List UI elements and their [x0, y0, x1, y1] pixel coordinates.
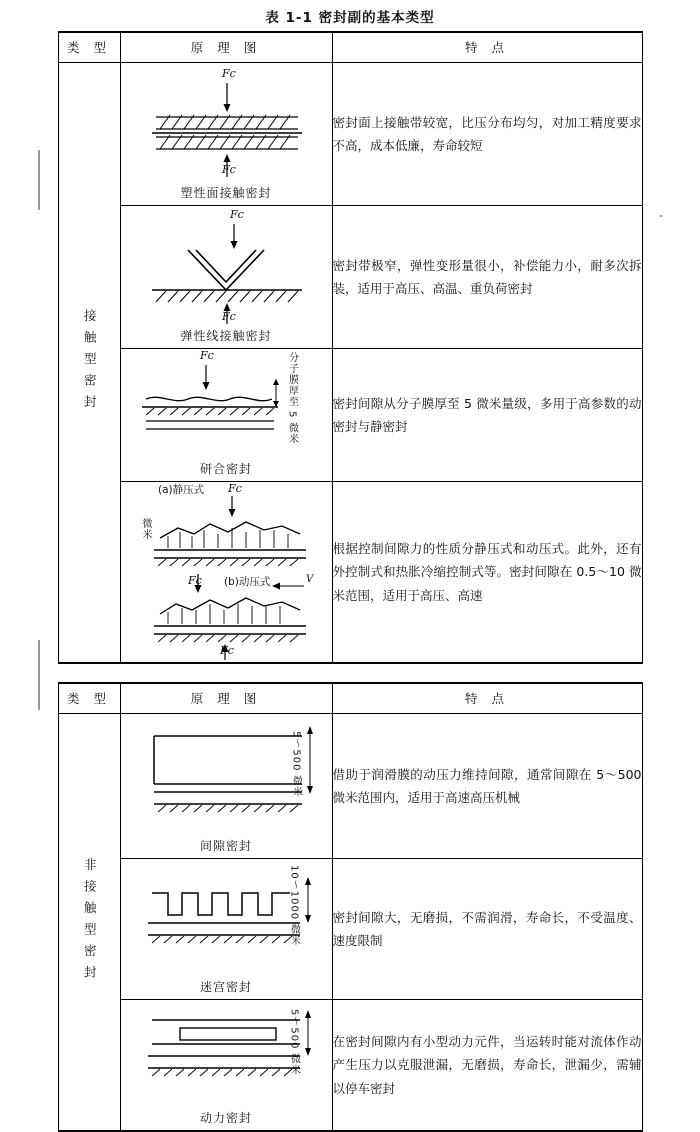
figure-caption: 塑性面接触密封 [180, 186, 272, 200]
feature-text: 根据控制间隙力的性质分静压式和动压式。此外，还有外控制式和热胀冷缩控制式等。密封间隙在 0.5～10 微米范围，适用于高压、高速 [332, 482, 642, 664]
header-type: 类 型 [58, 683, 120, 714]
feature-text: 密封面上接触带较宽，比压分布均匀，对加工精度要求不高，成本低廉，寿命较短 [332, 63, 642, 206]
figure-label-clearance-range: 10～1000 微米 [288, 865, 300, 947]
feature-text: 密封间隙从分子膜厚至 5 微米量级，多用于高参数的动密封与静密封 [332, 349, 642, 482]
figure-label-film-thickness: 分子膜厚至 5 微米 [286, 351, 298, 445]
figure-clearance-seal [124, 714, 328, 836]
table-header-row [58, 683, 642, 714]
table-row [58, 1000, 642, 1132]
figure-caption: 研合密封 [199, 462, 252, 476]
page-title: 表 1-1 密封副的基本类型 [265, 10, 435, 26]
figure-label-clearance-range: 5～500 微米 [288, 1008, 300, 1076]
table-row [58, 714, 642, 859]
figure-sublabel-b: (b)动压式 [224, 576, 271, 588]
figure-caption: 动力密封 [199, 1111, 252, 1125]
figure-caption: 间隙密封 [199, 839, 252, 853]
header-feature: 特 点 [332, 683, 642, 714]
feature-text: 借助于润滑膜的动压力维持间隙，通常间隙在 5～500 微米范围内，适用于高速高压机械 [332, 714, 642, 859]
figure-label-clearance-range: 5～500 微米 [290, 730, 302, 798]
diagram-controlled-clearance [124, 482, 328, 662]
figure-cell-clearance-seal [120, 714, 332, 859]
figure-label-fc-top: Fc [222, 67, 236, 80]
scan-edge-tick [38, 150, 40, 210]
figure-cell-plastic-surface-seal [120, 63, 332, 206]
figure-label-fc-bottom: Fc [222, 163, 236, 176]
feature-text: 在密封间隙内有小型动力元件，当运转时能对流体作动产生压力以克服泄漏，无磨损，寿命长，泄漏少，需辅以停车密封 [332, 1000, 642, 1132]
table-noncontact-seal-types [58, 682, 643, 1132]
figure-label-fc-mid: Fc [188, 574, 202, 587]
figure-labyrinth-seal [124, 859, 328, 977]
table-header-row [58, 32, 642, 63]
figure-label-fc-bottom: Fc [222, 310, 236, 323]
figure-label-micron: 微米 [140, 518, 151, 540]
row-group-label-contact: 接触型密封 [58, 63, 120, 664]
header-figure: 原 理 图 [120, 32, 332, 63]
figure-label-fc-top: Fc [228, 482, 242, 495]
scan-edge-tick [38, 640, 40, 710]
figure-label-fc-top: Fc [230, 208, 244, 221]
figure-cell-lapped-seal [120, 349, 332, 482]
diagram-elastic-line-seal [126, 206, 326, 326]
figure-sublabel-a: (a)静压式 [158, 484, 205, 496]
feature-text: 密封间隙大，无磨损，不需润滑，寿命长，不受温度、速度限制 [332, 859, 642, 1000]
header-type: 类 型 [58, 32, 120, 63]
header-figure: 原 理 图 [120, 683, 332, 714]
table-contact-seal-types [58, 31, 643, 664]
figure-cell-elastic-line-seal [120, 206, 332, 349]
header-feature: 特 点 [332, 32, 642, 63]
figure-plastic-surface-seal [126, 63, 326, 183]
figure-cell-controlled-clearance-seal [120, 482, 332, 664]
table-row [58, 349, 642, 482]
table-row [58, 63, 642, 206]
row-group-label-noncontact: 非接触型密封 [58, 714, 120, 1132]
figure-label-fc-top: Fc [200, 349, 214, 362]
figure-cell-labyrinth-seal [120, 859, 332, 1000]
figure-cell-dynamic-seal [120, 1000, 332, 1132]
table-row [58, 482, 642, 664]
figure-label-velocity: V [306, 574, 314, 585]
figure-caption: 迷宫密封 [199, 980, 252, 994]
figure-dynamic-seal [124, 1000, 328, 1108]
table-gap [0, 664, 700, 682]
feature-text: 密封带极窄，弹性变形量很小，补偿能力小，耐多次拆装，适用于高压、高温、重负荷密封 [332, 206, 642, 349]
table-row [58, 859, 642, 1000]
figure-lapped-seal [126, 349, 326, 459]
figure-controlled-clearance-seal [124, 482, 328, 662]
scan-edge-tick [660, 215, 662, 217]
table-row [58, 206, 642, 349]
figure-elastic-line-seal [126, 206, 326, 326]
figure-label-fc-bottom: Fc [220, 644, 234, 657]
figure-caption: 弹性线接触密封 [180, 329, 272, 343]
